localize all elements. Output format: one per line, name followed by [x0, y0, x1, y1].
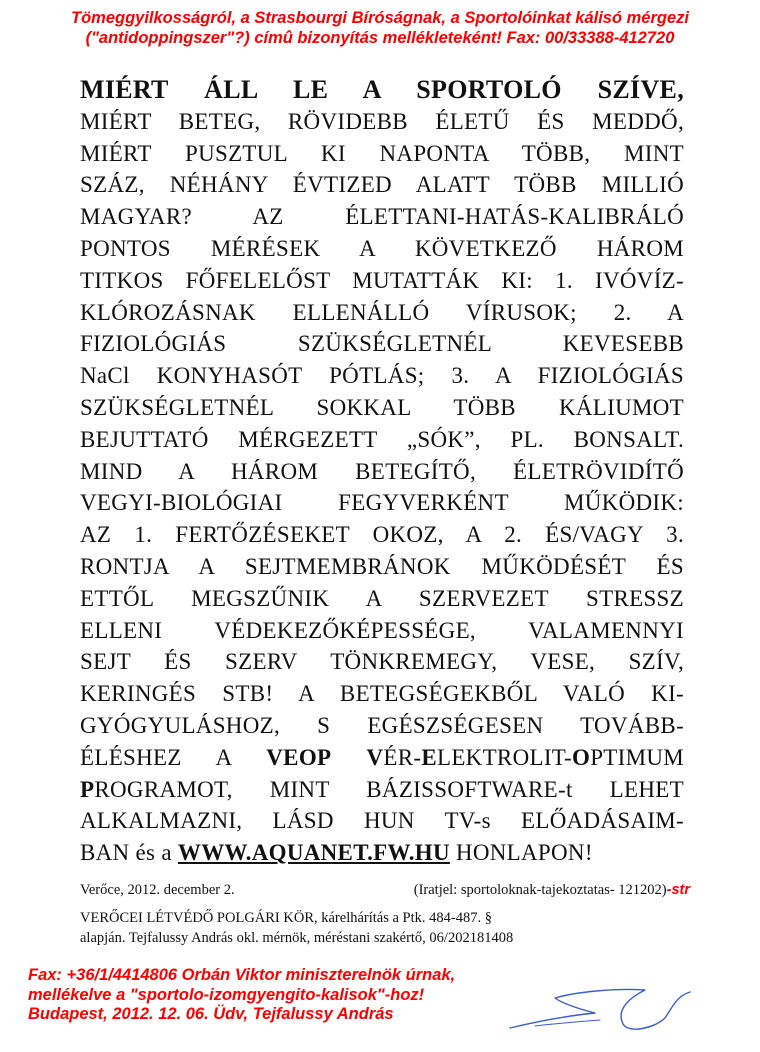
body-line: SEJT ÉS SZERV TÖNKREMEGY, VESE, SZÍV,	[80, 649, 684, 675]
veop-word: ÉR-	[383, 744, 422, 770]
body-line: SZÜKSÉGLETNÉL SOKKAL TÖBB KÁLIUMOT	[80, 394, 684, 420]
body-line: SZÁZ, NÉHÁNY ÉVTIZED ALATT TÖBB MILLIÓ	[80, 172, 684, 198]
website-line	[80, 837, 684, 869]
body-line: FIZIOLÓGIÁS SZÜKSÉGLETNÉL KEVESEBB	[80, 331, 684, 357]
website-prefix: BAN és a	[80, 840, 178, 866]
veop-letter-v: V	[366, 744, 384, 770]
headline: MIÉRT ÁLL LE A SPORTOLÓ SZÍVE,	[80, 75, 684, 104]
fax-note-line-3: Budapest, 2012. 12. 06. Üdv, Tejfalussy András	[28, 1005, 394, 1023]
website-link[interactable]: WWW.AQUANET.FW.HU	[177, 840, 450, 866]
reference-suffix: -str	[666, 882, 690, 898]
organization-block	[80, 908, 720, 948]
program-text: ROGRAMOT, MINT BÁZISSOFTWARE-t LEHET	[94, 776, 684, 802]
veop-word: LEKTROLIT-	[436, 744, 572, 770]
footer-date-row	[80, 880, 690, 900]
veop-letter-e: E	[421, 744, 437, 770]
body-line: GYÓGYULÁSHOZ, S EGÉSZSÉGESEN TOVÁBB-	[80, 712, 684, 738]
body-line: VEGYI-BIOLÓGIAI FEGYVERKÉNT MŰKÖDIK:	[80, 490, 684, 516]
fax-header	[0, 8, 760, 48]
website-suffix: HONLAPON!	[449, 840, 593, 866]
veop-line-prefix: ÉLÉSHEZ A	[80, 744, 267, 770]
fax-note-line-1: Fax: +36/1/4414806 Orbán Viktor miniszterelnök úrnak,	[28, 966, 456, 984]
body-line: AZ 1. FERTŐZÉSEKET OKOZ, A 2. ÉS/VAGY 3.	[80, 522, 684, 548]
main-text	[80, 74, 684, 869]
body-line: TITKOS FŐFELELŐST MUTATTÁK KI: 1. IVÓVÍZ-	[80, 267, 684, 293]
organization-line-1: VERŐCEI LÉTVÉDŐ POLGÁRI KÖR, kárelhárítás a Ptk. 484-487. §	[80, 910, 492, 926]
veop-letter-o: O	[571, 744, 591, 770]
footer	[80, 880, 720, 948]
handwritten-signature	[505, 978, 705, 1038]
fax-header-line-2: ("antidoppingszer"?) címû bizonyítás mellékleteként! Fax: 00/33388-412720	[85, 29, 675, 47]
body-line: BEJUTTATÓ MÉRGEZETT „SÓK”, PL. BONSALT.	[80, 426, 684, 452]
body-line: MIÉRT PUSZTUL KI NAPONTA TÖBB, MINT	[80, 140, 684, 166]
organization-line-2: alapján. Tejfalussy András okl. mérnök, méréstani szakértő, 06/202181408	[80, 930, 514, 946]
body-line: KERINGÉS STB! A BETEGSÉGEKBŐL VALÓ KI-	[80, 681, 684, 707]
program-line	[80, 774, 684, 806]
document-reference	[414, 880, 690, 900]
body-line: ETTŐL MEGSZŰNIK A SZERVEZET STRESSZ	[80, 585, 684, 611]
body-line: ALKALMAZNI, LÁSD HUN TV-s ELŐADÁSAIM-	[80, 808, 684, 834]
body-line: MIND A HÁROM BETEGÍTŐ, ÉLETRÖVIDÍTŐ	[80, 458, 684, 484]
veop-line	[80, 742, 684, 774]
body-line: NaCl KONYHASÓT PÓTLÁS; 3. A FIZIOLÓGIÁS	[80, 363, 684, 389]
reference-text: (Iratjel: sportoloknak-tajekoztatas- 121202)	[413, 882, 667, 898]
body-line: RONTJA A SEJTMEMBRÁNOK MŰKÖDÉSÉT ÉS	[80, 553, 684, 579]
body-line: PONTOS MÉRÉSEK A KÖVETKEZŐ HÁROM	[80, 235, 684, 261]
fax-header-line-1: Tömeggyilkosságról, a Strasbourgi Bíróságnak, a Sportolóinkat kálisó mérgezi	[71, 9, 689, 27]
fax-note	[28, 966, 588, 1025]
veop-letter-p: P	[80, 776, 95, 802]
body-line: MIÉRT BETEG, RÖVIDEBB ÉLETŰ ÉS MEDDŐ,	[80, 108, 684, 134]
body-line: KLÓROZÁSNAK ELLENÁLLÓ VÍRUSOK; 2. A	[80, 299, 684, 325]
body-line: MAGYAR? AZ ÉLETTANI-HATÁS-KALIBRÁLÓ	[80, 204, 684, 230]
body-line: ELLENI VÉDEKEZŐKÉPESSÉGE, VALAMENNYI	[80, 617, 684, 643]
place-date: Verőce, 2012. december 2.	[80, 882, 235, 898]
fax-note-line-2: mellékelve a "sportolo-izomgyengito-kalisok"-hoz!	[28, 985, 425, 1004]
veop-acronym: VEOP	[266, 744, 332, 770]
veop-word: PTIMUM	[590, 744, 684, 770]
